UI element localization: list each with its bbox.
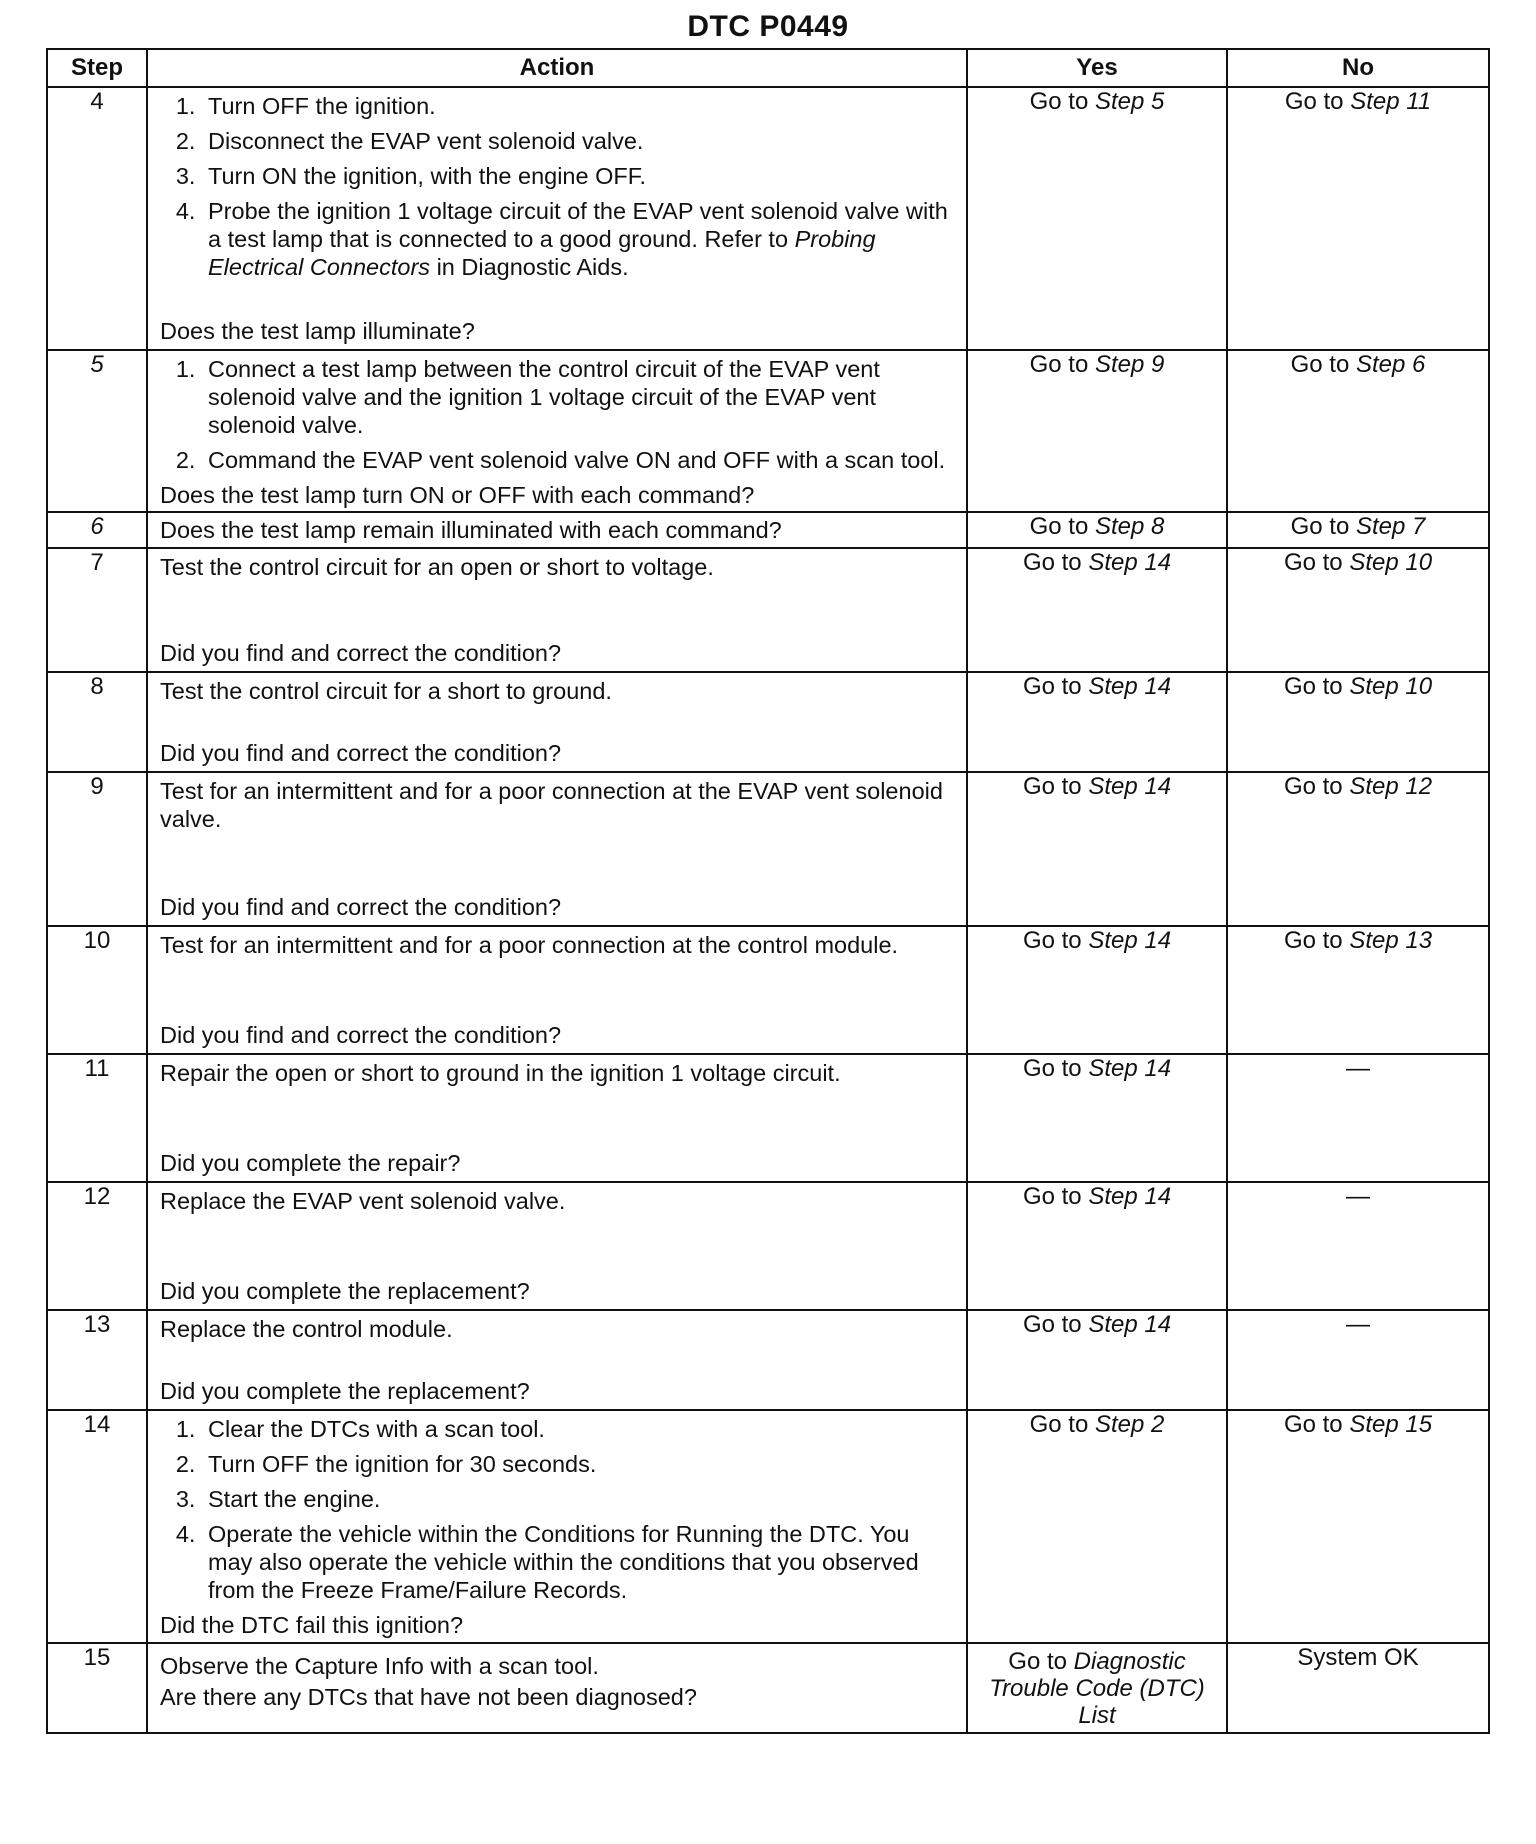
question-text: Did you find and correct the condition?: [160, 1022, 562, 1048]
question-text: Did you find and correct the condition?: [160, 740, 562, 766]
question-text: Does the test lamp remain illuminated with each command?: [160, 517, 782, 543]
instruction-list: [160, 92, 954, 288]
table-row: [47, 1643, 1489, 1733]
reference-link: Trouble Code (DTC): [989, 1674, 1205, 1702]
instruction-text: Test the control circuit for an open or short to voltage.: [160, 554, 714, 580]
header-no: No: [1227, 49, 1489, 87]
step-reference: Step 10: [1349, 549, 1433, 576]
no-cell: [1227, 512, 1489, 548]
step-reference: Step 13: [1349, 927, 1433, 954]
yes-cell: [967, 350, 1227, 512]
result-text: Go to: [1283, 1411, 1350, 1438]
action-cell: [147, 1182, 967, 1310]
result-text: Go to: [1284, 88, 1351, 115]
step-reference: Step 7: [1355, 513, 1426, 540]
table-row: [47, 1410, 1489, 1643]
action-cell: [147, 672, 967, 772]
step-number: 10: [47, 926, 147, 1054]
instruction-text: Test the control circuit for a short to ground.: [160, 678, 612, 704]
result-text: Go to: [1283, 549, 1350, 576]
step-number: 12: [47, 1182, 147, 1310]
reference-link: Probing Electrical Connectors: [208, 226, 876, 280]
yes-cell: [967, 512, 1227, 548]
result-text: Go to: [1029, 351, 1095, 378]
result-text: Go to: [1022, 1311, 1089, 1338]
yes-cell: [967, 1054, 1227, 1182]
action-cell: [147, 926, 967, 1054]
no-cell: [1227, 672, 1489, 772]
header-row: [47, 49, 1489, 87]
step-reference: Step 2: [1094, 1411, 1165, 1438]
item-text: in Diagnostic Aids.: [430, 254, 629, 280]
result-text: Go to: [1022, 1183, 1089, 1210]
list-item: [202, 197, 954, 281]
question-text: Did the DTC fail this ignition?: [160, 1612, 464, 1638]
yes-cell: [967, 548, 1227, 672]
no-cell: [1227, 350, 1489, 512]
instruction-text: Replace the EVAP vent solenoid valve.: [160, 1188, 566, 1214]
yes-cell: [967, 1643, 1227, 1733]
table-row: [47, 350, 1489, 512]
no-cell: System OK: [1227, 1643, 1489, 1733]
step-number: 14: [47, 1410, 147, 1643]
table-row: [47, 772, 1489, 926]
step-reference: Step 14: [1088, 1055, 1172, 1082]
instruction-text: Test for an intermittent and for a poor connection at the EVAP vent solenoid valve.: [160, 778, 943, 832]
yes-cell: [967, 87, 1227, 350]
list-item: 1. Turn OFF the ignition.: [202, 92, 954, 120]
result-text: Go to: [1283, 927, 1350, 954]
list-item: 3. Turn ON the ignition, with the engine OFF.: [202, 162, 954, 190]
step-reference: Step 14: [1088, 773, 1172, 800]
table-row: [47, 926, 1489, 1054]
list-item: 1. Clear the DTCs with a scan tool.: [202, 1415, 954, 1443]
table-row: [47, 1310, 1489, 1410]
step-reference: Step 14: [1088, 1183, 1172, 1210]
question-text: Did you find and correct the condition?: [160, 640, 562, 666]
question-text: Are there any DTCs that have not been diagnosed?: [160, 1684, 697, 1710]
header-action: Action: [147, 49, 967, 87]
question-text: Did you complete the repair?: [160, 1150, 461, 1176]
table-row: [47, 87, 1489, 350]
list-item: 4. Operate the vehicle within the Conditions for Running the DTC. You may also operate the vehicle within the conditions that you observed from the Freeze Frame/Failure Records.: [202, 1520, 954, 1604]
instruction-list: [160, 1415, 954, 1611]
step-reference: Step 11: [1350, 88, 1432, 115]
result-text: Go to: [1022, 549, 1089, 576]
step-number: 5: [47, 350, 147, 512]
instruction-text: Observe the Capture Info with a scan tool.: [160, 1653, 599, 1679]
table-row: [47, 672, 1489, 772]
item-text: Probe the ignition 1 voltage circuit of the EVAP vent solenoid valve with a test lamp that is connected to a good ground. Refer to: [208, 198, 948, 252]
step-number: 6: [47, 512, 147, 548]
yes-cell: [967, 1310, 1227, 1410]
step-reference: Step 14: [1088, 549, 1172, 576]
table-row: [47, 1054, 1489, 1182]
step-reference: Step 14: [1088, 673, 1172, 700]
step-reference: Step 10: [1349, 673, 1433, 700]
result-text: Go to: [1290, 513, 1356, 540]
action-cell: [147, 548, 967, 672]
step-reference: Step 6: [1355, 351, 1426, 378]
no-cell: [1227, 548, 1489, 672]
step-number: 8: [47, 672, 147, 772]
question-text: Does the test lamp illuminate?: [160, 318, 475, 344]
question-text: Did you complete the replacement?: [160, 1278, 530, 1304]
action-cell: [147, 1310, 967, 1410]
table-row: [47, 512, 1489, 548]
no-cell: [1227, 1410, 1489, 1643]
action-cell: [147, 1410, 967, 1643]
result-text: Go to: [1008, 1647, 1074, 1675]
instruction-list: [160, 355, 954, 481]
result-text: Go to: [1029, 1411, 1095, 1438]
action-cell: [147, 512, 967, 548]
list-item: 2. Disconnect the EVAP vent solenoid valve.: [202, 127, 954, 155]
step-number: 7: [47, 548, 147, 672]
question-text: Did you complete the replacement?: [160, 1378, 530, 1404]
result-text: Go to: [1029, 88, 1095, 115]
yes-cell: [967, 772, 1227, 926]
instruction-text: Repair the open or short to ground in the ignition 1 voltage circuit.: [160, 1060, 841, 1086]
result-text: Go to: [1290, 351, 1356, 378]
step-number: 13: [47, 1310, 147, 1410]
step-number: 9: [47, 772, 147, 926]
step-number: 11: [47, 1054, 147, 1182]
question-text: Does the test lamp turn ON or OFF with each command?: [160, 482, 755, 508]
step-reference: Step 14: [1088, 1311, 1172, 1338]
result-text: Go to: [1283, 773, 1350, 800]
result-text: Go to: [1022, 773, 1089, 800]
action-cell: [147, 772, 967, 926]
step-number: 4: [47, 87, 147, 350]
instruction-text: Replace the control module.: [160, 1316, 453, 1342]
yes-cell: [967, 926, 1227, 1054]
step-reference: Step 9: [1094, 351, 1165, 378]
no-cell: —: [1227, 1182, 1489, 1310]
reference-link: Diagnostic: [1073, 1647, 1186, 1675]
action-cell: [147, 350, 967, 512]
step-reference: Step 15: [1349, 1411, 1433, 1438]
no-cell: [1227, 772, 1489, 926]
instruction-text: Test for an intermittent and for a poor connection at the control module.: [160, 932, 899, 958]
diagnostic-table: [46, 48, 1490, 1734]
step-number: 15: [47, 1643, 147, 1733]
step-reference: Step 12: [1349, 773, 1433, 800]
result-text: Go to: [1029, 513, 1095, 540]
list-item: 3. Start the engine.: [202, 1485, 954, 1513]
step-reference: Step 5: [1094, 88, 1165, 115]
no-cell: —: [1227, 1054, 1489, 1182]
table-row: [47, 1182, 1489, 1310]
no-cell: [1227, 87, 1489, 350]
action-cell: [147, 1054, 967, 1182]
result-text: Go to: [1283, 673, 1350, 700]
no-cell: [1227, 926, 1489, 1054]
result-text: Go to: [1022, 1055, 1089, 1082]
list-item: 2. Turn OFF the ignition for 30 seconds.: [202, 1450, 954, 1478]
reference-link: List: [1078, 1701, 1116, 1729]
no-cell: —: [1227, 1310, 1489, 1410]
action-cell: [147, 87, 967, 350]
table-row: [47, 548, 1489, 672]
result-text: Go to: [1022, 927, 1089, 954]
list-item: 1. Connect a test lamp between the control circuit of the EVAP vent solenoid valve and the ignition 1 voltage circuit of the EVAP vent solenoid valve.: [202, 355, 954, 439]
yes-cell: [967, 1182, 1227, 1310]
yes-cell: [967, 1410, 1227, 1643]
step-reference: Step 14: [1088, 927, 1172, 954]
step-reference: Step 8: [1094, 513, 1165, 540]
list-item: 2. Command the EVAP vent solenoid valve ON and OFF with a scan tool.: [202, 446, 954, 474]
question-text: Did you find and correct the condition?: [160, 894, 562, 920]
action-cell: [147, 1643, 967, 1733]
page-title: DTC P0449: [687, 10, 849, 43]
result-text: Go to: [1022, 673, 1089, 700]
header-step: Step: [47, 49, 147, 87]
header-yes: Yes: [967, 49, 1227, 87]
yes-cell: [967, 672, 1227, 772]
